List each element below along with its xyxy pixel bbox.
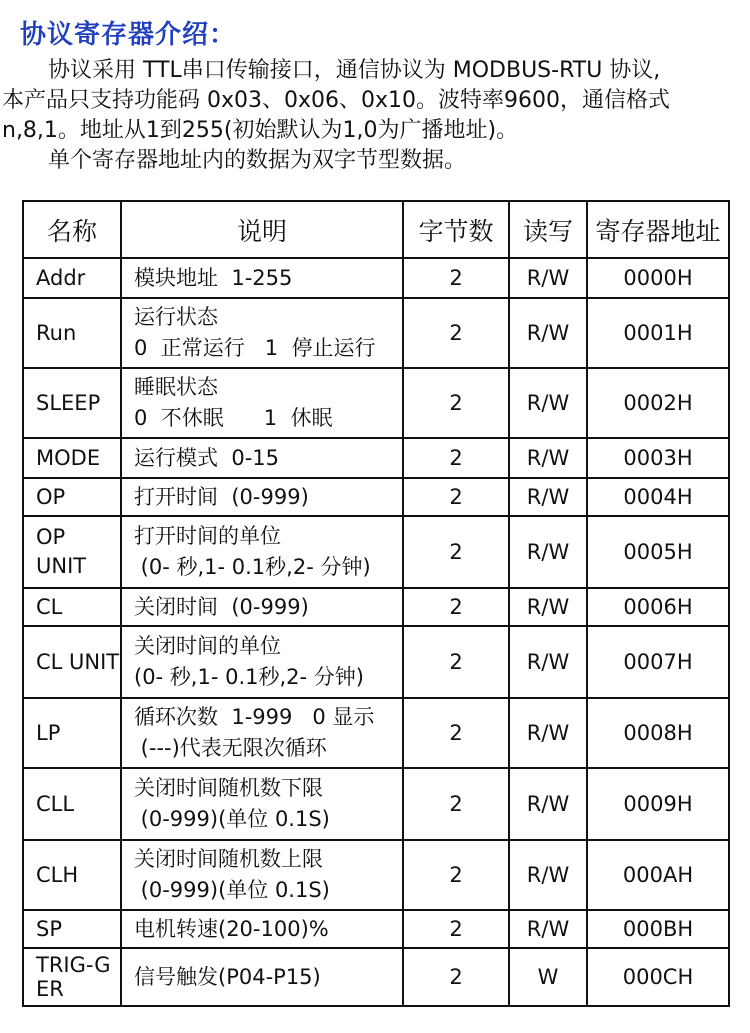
register-name-cell: OP — [23, 478, 121, 516]
byte-count-cell: 2 — [403, 298, 509, 368]
register-name-cell: CL UNIT — [23, 626, 121, 698]
register-name-cell: CLL — [23, 768, 121, 840]
register-desc-cell — [121, 698, 403, 768]
desc-line: 关闭时间 (0-999) — [134, 594, 309, 619]
read-write-cell: R/W — [509, 478, 587, 516]
register-name-cell: MODE — [23, 438, 121, 478]
register-desc-cell — [121, 910, 403, 948]
read-write-cell: R/W — [509, 698, 587, 768]
register-desc-cell — [121, 626, 403, 698]
read-write-cell: R/W — [509, 768, 587, 840]
register-address-cell: 0007H — [587, 626, 729, 698]
read-write-cell: R/W — [509, 840, 587, 910]
desc-line: (---)代表无限次循环 — [134, 736, 327, 760]
register-address-cell: 0000H — [587, 258, 729, 298]
table-row — [23, 840, 729, 910]
page-title: 协议寄存器介绍： — [20, 20, 237, 50]
table-row — [23, 478, 729, 516]
table-row — [23, 626, 729, 698]
desc-line: 运行模式 0-15 — [134, 445, 280, 470]
register-desc-cell — [121, 368, 403, 438]
intro-line: 单个寄存器地址内的数据为双字节型数据。 — [48, 148, 467, 173]
register-desc-cell — [121, 258, 403, 298]
col-header-rw: 读写 — [509, 201, 587, 258]
intro-line: 本产品只支持功能码 0x03、0x06、0x10。波特率9600，通信格式 — [2, 88, 671, 113]
byte-count-cell: 2 — [403, 768, 509, 840]
read-write-cell: R/W — [509, 516, 587, 588]
desc-line: 0 正常运行 1 停止运行 — [134, 336, 376, 360]
table-row — [23, 588, 729, 626]
read-write-cell: R/W — [509, 626, 587, 698]
intro-paragraph — [0, 56, 750, 176]
table-row — [23, 516, 729, 588]
table-row — [23, 438, 729, 478]
register-desc-cell — [121, 516, 403, 588]
table-row — [23, 948, 729, 1006]
intro-line: n,8,1。地址从1到255(初始默认为1,0为广播地址)。 — [2, 118, 519, 143]
desc-line: (0- 秒,1- 0.1秒,2- 分钟) — [134, 555, 371, 579]
register-address-cell: 000CH — [587, 948, 729, 1006]
desc-line: (0- 秒,1- 0.1秒,2- 分钟) — [134, 665, 364, 689]
byte-count-cell: 2 — [403, 368, 509, 438]
desc-line: 循环次数 1-999 0 显示 — [134, 705, 375, 729]
register-name-cell: Addr — [23, 258, 121, 298]
desc-line: 电机转速(20-100)% — [134, 916, 329, 941]
read-write-cell: W — [509, 948, 587, 1006]
byte-count-cell: 2 — [403, 698, 509, 768]
register-name-cell: LP — [23, 698, 121, 768]
read-write-cell: R/W — [509, 298, 587, 368]
register-name-cell: SLEEP — [23, 368, 121, 438]
register-name-cell: TRIG-GER — [23, 948, 121, 1006]
byte-count-cell: 2 — [403, 588, 509, 626]
register-desc-cell — [121, 840, 403, 910]
desc-line: 信号触发(P04-P15) — [134, 964, 321, 989]
read-write-cell: R/W — [509, 438, 587, 478]
desc-line: (0-999)(单位 0.1S) — [134, 878, 330, 902]
desc-line: 关闭时间随机数下限 — [134, 776, 323, 800]
register-name-cell: SP — [23, 910, 121, 948]
register-desc-cell — [121, 768, 403, 840]
register-name-cell: Run — [23, 298, 121, 368]
col-header-bytes: 字节数 — [403, 201, 509, 258]
register-address-cell: 000BH — [587, 910, 729, 948]
table-row — [23, 258, 729, 298]
register-address-cell: 0004H — [587, 478, 729, 516]
register-table — [22, 200, 730, 1007]
register-address-cell: 0003H — [587, 438, 729, 478]
register-address-cell: 0006H — [587, 588, 729, 626]
col-header-desc: 说明 — [121, 201, 403, 258]
table-row — [23, 368, 729, 438]
table-row — [23, 298, 729, 368]
desc-line: 打开时间的单位 — [134, 524, 281, 548]
register-address-cell: 0005H — [587, 516, 729, 588]
byte-count-cell: 2 — [403, 910, 509, 948]
desc-line: 关闭时间随机数上限 — [134, 847, 323, 871]
register-name-cell: CL — [23, 588, 121, 626]
desc-line: 模块地址 1-255 — [134, 265, 293, 290]
register-address-cell: 000AH — [587, 840, 729, 910]
desc-line: 0 不休眠 1 休眠 — [134, 406, 333, 430]
register-name-cell: CLH — [23, 840, 121, 910]
read-write-cell: R/W — [509, 258, 587, 298]
byte-count-cell: 2 — [403, 258, 509, 298]
byte-count-cell: 2 — [403, 478, 509, 516]
intro-line: 协议采用 TTL串口传输接口，通信协议为 MODBUS-RTU 协议, — [48, 58, 661, 83]
register-desc-cell — [121, 438, 403, 478]
register-desc-cell — [121, 588, 403, 626]
desc-line: 打开时间 (0-999) — [134, 484, 309, 509]
byte-count-cell: 2 — [403, 516, 509, 588]
byte-count-cell: 2 — [403, 626, 509, 698]
register-desc-cell — [121, 298, 403, 368]
byte-count-cell: 2 — [403, 948, 509, 1006]
col-header-name: 名称 — [23, 201, 121, 258]
register-address-cell: 0008H — [587, 698, 729, 768]
register-address-cell: 0009H — [587, 768, 729, 840]
table-row — [23, 910, 729, 948]
register-desc-cell — [121, 948, 403, 1006]
byte-count-cell: 2 — [403, 438, 509, 478]
desc-line: 运行状态 — [134, 305, 218, 329]
read-write-cell: R/W — [509, 368, 587, 438]
desc-line: 睡眠状态 — [134, 375, 218, 399]
read-write-cell: R/W — [509, 588, 587, 626]
table-row — [23, 768, 729, 840]
register-address-cell: 0002H — [587, 368, 729, 438]
read-write-cell: R/W — [509, 910, 587, 948]
desc-line: 关闭时间的单位 — [134, 634, 281, 658]
register-address-cell: 0001H — [587, 298, 729, 368]
byte-count-cell: 2 — [403, 840, 509, 910]
register-desc-cell — [121, 478, 403, 516]
desc-line: (0-999)(单位 0.1S) — [134, 807, 330, 831]
col-header-addr: 寄存器地址 — [587, 201, 729, 258]
table-row — [23, 698, 729, 768]
table-header-row — [23, 201, 729, 258]
register-name-cell: OP UNIT — [23, 516, 121, 588]
